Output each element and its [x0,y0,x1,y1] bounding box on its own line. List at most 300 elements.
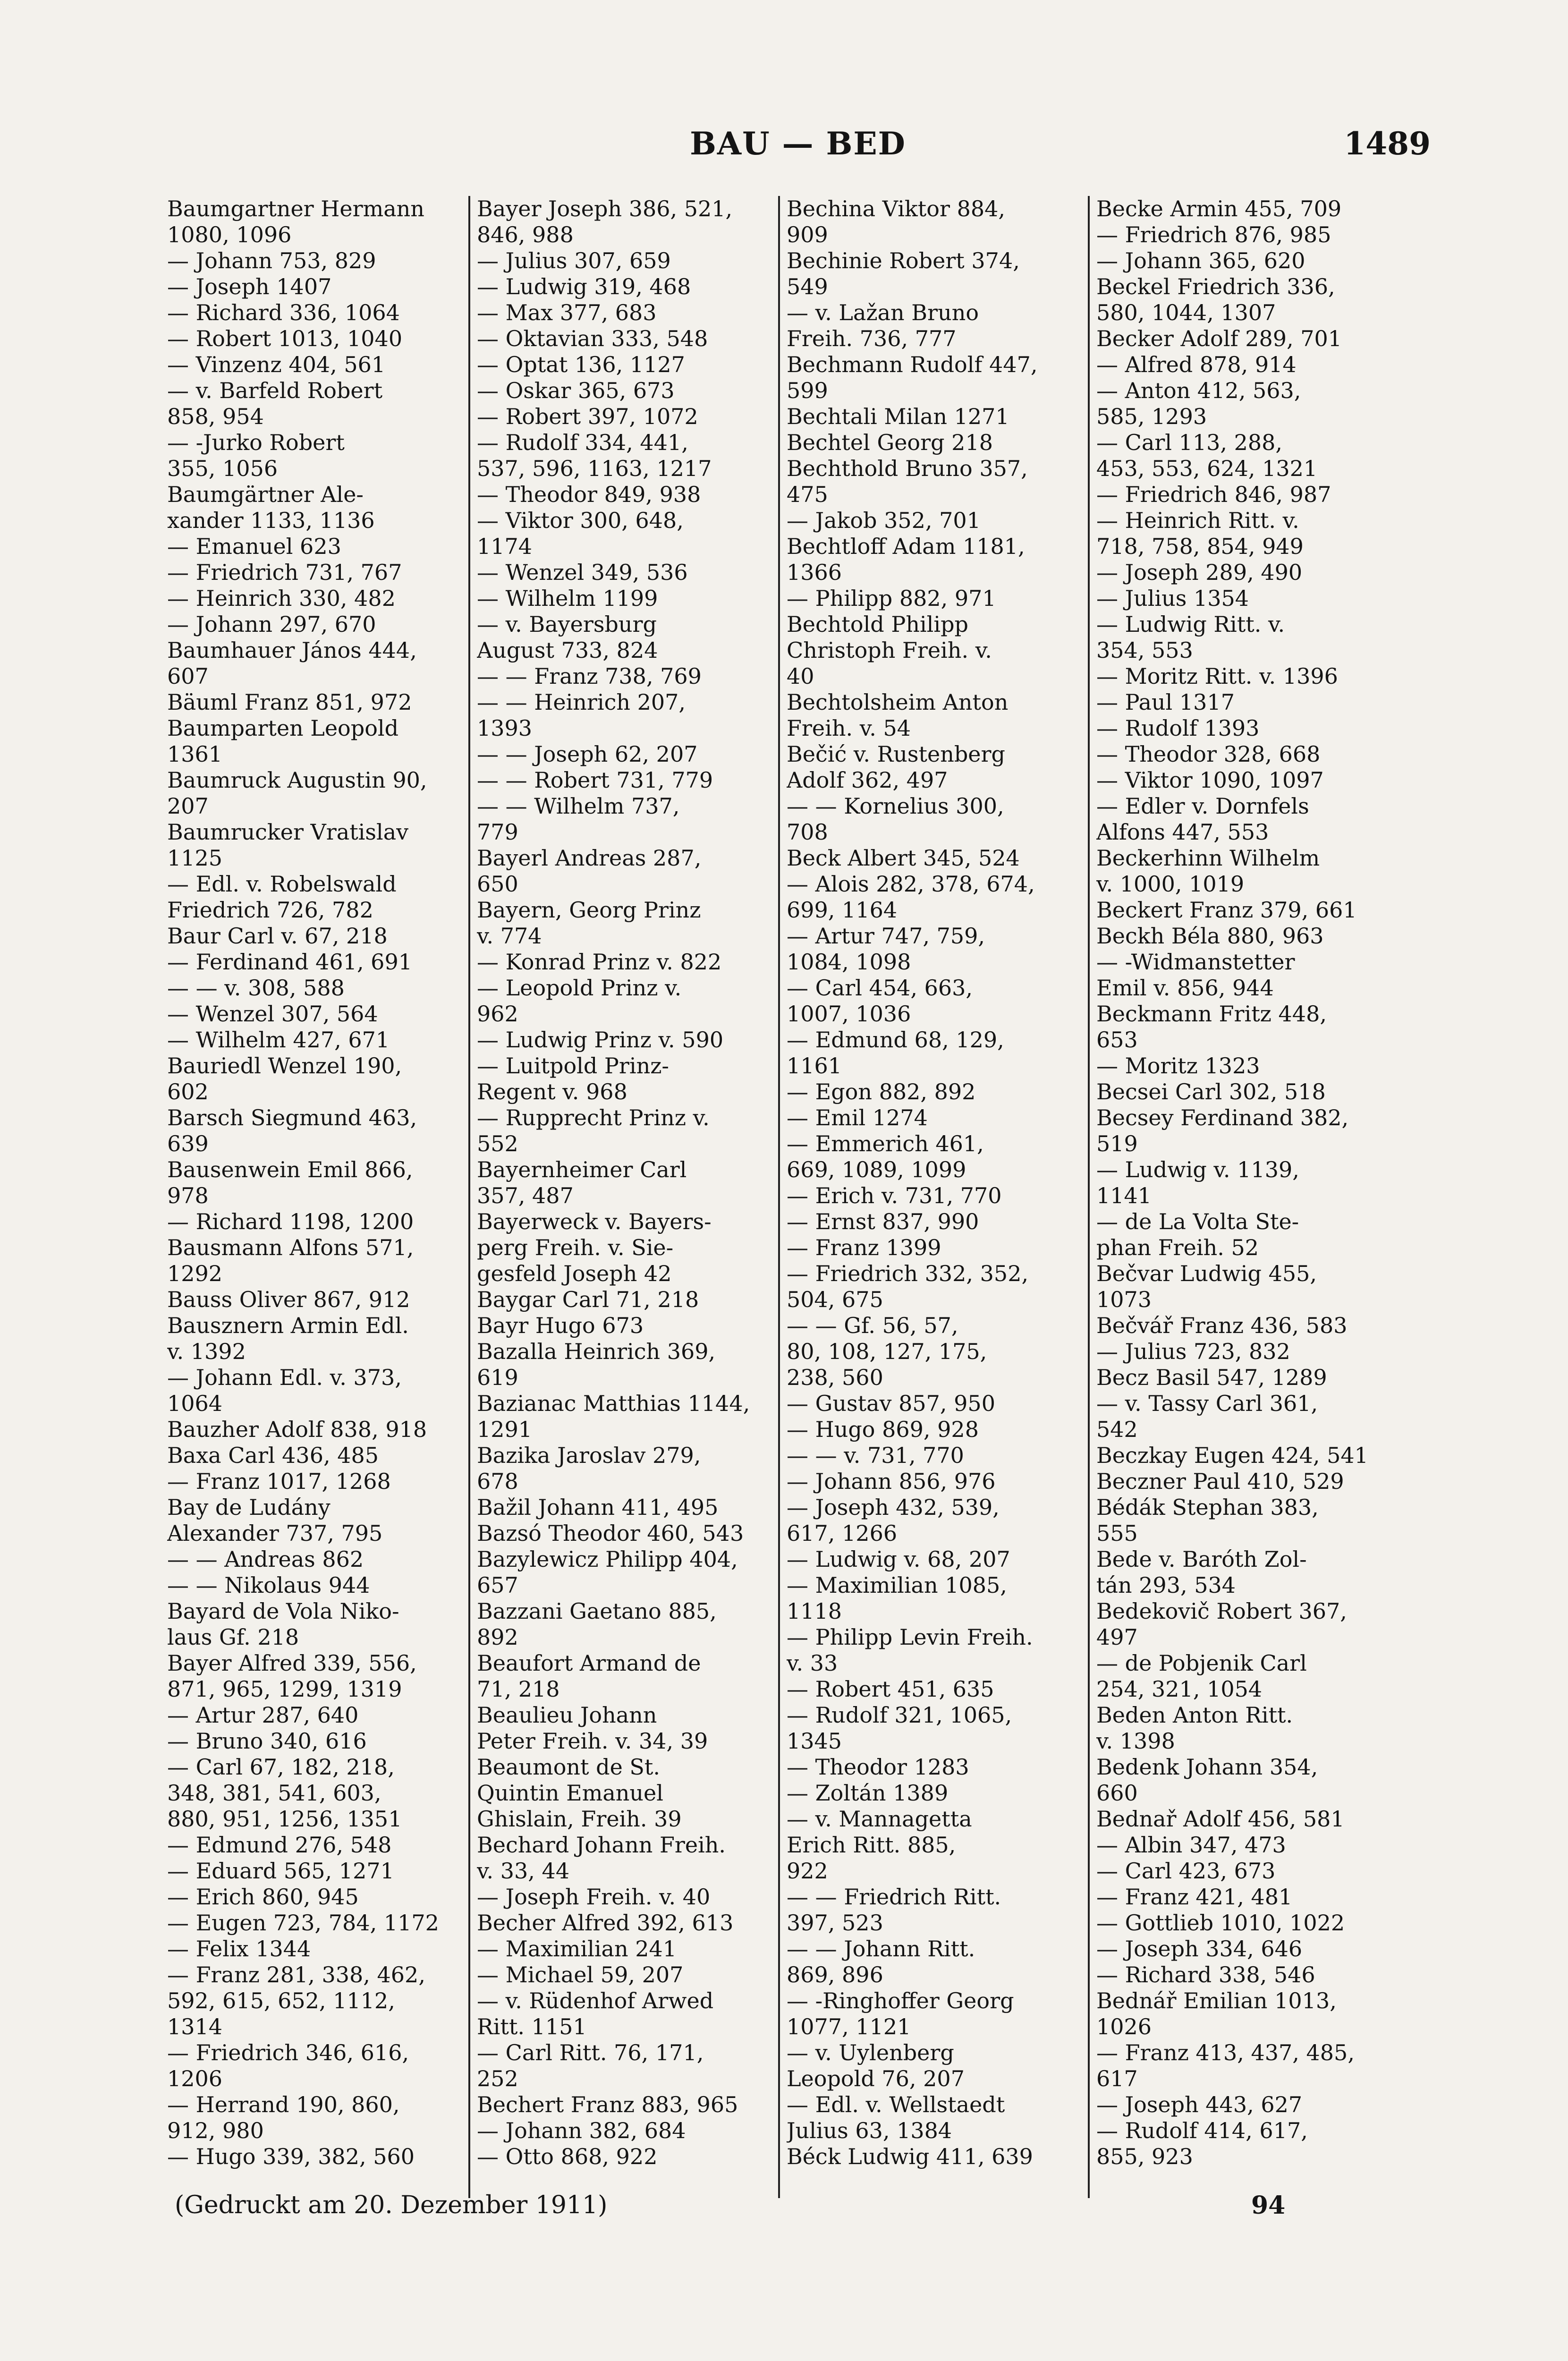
index-entry: — Edmund 68, 129, [787,1027,1004,1053]
index-entry: phan Freih. 52 [1096,1235,1259,1260]
index-entry: — Hugo 339, 382, 560 [167,2144,415,2169]
index-entry: v. 1392 [167,1339,246,1364]
index-entry: 1393 [477,715,533,741]
index-entry: Bazalla Heinrich 369, [477,1339,716,1364]
index-entry: Baumrucker Vratislav [167,819,409,845]
index-entry: — -Ringhoffer Georg [787,1988,1014,2013]
index-entry: — v. Rüdenhof Arwed [477,1988,714,2013]
index-entry: Bechtali Milan 1271 [787,404,1009,429]
running-head: BAU — BED [690,125,906,162]
index-entry: Bäuml Franz 851, 972 [167,689,412,715]
index-entry: 1206 [167,2066,223,2091]
index-entry: Bechtel Georg 218 [787,430,993,455]
index-entry: Bechinie Robert 374, [787,248,1020,273]
index-entry: — -Jurko Robert [167,430,345,455]
index-entry: 1084, 1098 [787,949,911,975]
index-entry: — Zoltán 1389 [787,1780,949,1806]
index-entry: — Egon 882, 892 [787,1079,976,1104]
index-entry: Baur Carl v. 67, 218 [167,923,388,949]
index-entry: — Emil 1274 [787,1105,928,1130]
index-entry: Bayer Alfred 339, 556, [167,1650,417,1676]
index-entry: 555 [1096,1520,1138,1546]
index-entry: — Joseph 334, 646 [1096,1936,1303,1962]
index-entry: — Michael 59, 207 [477,1962,684,1987]
index-entry: Bazianac Matthias 1144, [477,1391,750,1416]
index-entry: Bayern, Georg Prinz [477,897,701,923]
index-entry: 1174 [477,534,533,559]
index-entry: 475 [787,482,828,507]
index-entry: 1345 [787,1728,842,1754]
index-entry: — Rupprecht Prinz v. [477,1105,710,1130]
index-entry: — Viktor 1090, 1097 [1096,767,1324,793]
index-entry: — Heinrich Ritt. v. [1096,508,1299,533]
index-entry: — Maximilian 241 [477,1936,677,1962]
index-entry: 453, 553, 624, 1321 [1096,456,1318,481]
index-entry: Bayerweck v. Bayers- [477,1209,712,1234]
page-header [156,125,1440,182]
index-entry: Becsey Ferdinand 382, [1096,1105,1349,1130]
index-entry: 660 [1096,1780,1138,1806]
index-entry: — Alois 282, 378, 674, [787,871,1035,897]
index-entry: — Emanuel 623 [167,534,341,559]
index-entry: 585, 1293 [1096,404,1207,429]
index-entry: v. 1398 [1096,1728,1175,1754]
index-entry: — Edl. v. Wellstaedt [787,2092,1005,2117]
index-entry: — Albin 347, 473 [1096,1832,1286,1858]
sheet-number: 94 [1251,2191,1286,2220]
index-entry: — Richard 1198, 1200 [167,1209,414,1234]
index-entry: Bausmann Alfons 571, [167,1235,414,1260]
index-entry: — Wenzel 349, 536 [477,560,688,585]
index-entry: — Wilhelm 427, 671 [167,1027,390,1053]
index-entry: 497 [1096,1624,1138,1650]
index-entry: — v. Uylenberg [787,2040,954,2065]
index-entry: — — Andreas 862 [167,1546,364,1572]
index-entry: 909 [787,222,828,247]
index-entry: — Alfred 878, 914 [1096,352,1297,377]
index-entry: xander 1133, 1136 [167,508,375,533]
index-entry: 1007, 1036 [787,1001,911,1027]
index-entry: 537, 596, 1163, 1217 [477,456,712,481]
index-entry: — Theodor 849, 938 [477,482,701,507]
index-entry: — Ludwig v. 1139, [1096,1157,1299,1182]
index-entry: Bazsó Theodor 460, 543 [477,1520,744,1546]
index-entry: — Luitpold Prinz- [477,1053,669,1079]
page-footer [161,2191,1398,2229]
index-entry: — Franz 281, 338, 462, [167,1962,425,1987]
index-entry: — Ludwig v. 68, 207 [787,1546,1010,1572]
index-entry: Baumgärtner Ale- [167,482,364,507]
index-entry: 846, 988 [477,222,574,247]
index-entry: Julius 63, 1384 [787,2118,952,2143]
index-entry: 678 [477,1469,518,1494]
index-entry: Barsch Siegmund 463, [167,1105,417,1130]
index-entry: — Eduard 565, 1271 [167,1858,394,1884]
index-entry: 1314 [167,2014,223,2039]
index-entry: 962 [477,1001,518,1027]
index-entry: 1125 [167,845,223,871]
index-entry: — Joseph 289, 490 [1096,560,1303,585]
index-entry: — Robert 451, 635 [787,1676,994,1702]
index-entry: — Oktavian 333, 548 [477,326,708,351]
index-entry: — Ernst 837, 990 [787,1209,979,1234]
index-entry: — Robert 1013, 1040 [167,326,403,351]
index-entry: Peter Freih. v. 34, 39 [477,1728,708,1754]
index-entry: — — Wilhelm 737, [477,793,680,819]
index-entry: — v. Bayersburg [477,611,657,637]
index-entry: — Johann 382, 684 [477,2118,686,2143]
index-entry: — — Robert 731, 779 [477,767,713,793]
index-entry: Erich Ritt. 885, [787,1832,956,1858]
index-entry: Quintin Emanuel [477,1780,663,1806]
index-entry: Becz Basil 547, 1289 [1096,1365,1327,1390]
index-entry: 397, 523 [787,1910,883,1936]
index-entry: 238, 560 [787,1365,883,1390]
index-entry: Baumhauer János 444, [167,637,417,663]
index-entry: — — v. 731, 770 [787,1443,964,1468]
index-entry: — Rudolf 414, 617, [1096,2118,1308,2143]
index-entry: — Wenzel 307, 564 [167,1001,378,1027]
index-entry: — Moritz 1323 [1096,1053,1260,1079]
index-entry: — Ludwig Ritt. v. [1096,611,1285,637]
index-entry: — Franz 1017, 1268 [167,1469,391,1494]
index-entry: Béck Ludwig 411, 639 [787,2144,1033,2169]
index-entry: Freih. 736, 777 [787,326,957,351]
index-entry: Bauzher Adolf 838, 918 [167,1417,427,1442]
index-entry: 504, 675 [787,1287,883,1312]
index-entry: — Theodor 328, 668 [1096,741,1321,767]
index-entry: — Philipp 882, 971 [787,586,996,611]
index-entry: 880, 951, 1256, 1351 [167,1806,402,1832]
index-entry: — Johann Edl. v. 373, [167,1365,402,1390]
index-entry: 650 [477,871,518,897]
index-entry: v. 33, 44 [477,1858,570,1884]
index-column-4 [1090,196,1398,2198]
index-entry: — Optat 136, 1127 [477,352,685,377]
index-entry: Bazylewicz Philipp 404, [477,1546,738,1572]
index-entry: Alexander 737, 795 [167,1520,383,1546]
index-entry: August 733, 824 [477,637,658,663]
index-entry: 1366 [787,560,842,585]
index-entry: — Julius 1354 [1096,586,1249,611]
index-entry: — Johann 856, 976 [787,1469,996,1494]
index-entry: 580, 1044, 1307 [1096,300,1276,325]
index-entry: Friedrich 726, 782 [167,897,373,923]
index-entry: Bednař Adolf 456, 581 [1096,1806,1345,1832]
index-entry: 892 [477,1624,518,1650]
index-entry: — — Friedrich Ritt. [787,1884,1001,1910]
index-entry: — Gustav 857, 950 [787,1391,995,1416]
index-entry: — Gottlieb 1010, 1022 [1096,1910,1345,1936]
index-entry: 1361 [167,741,223,767]
index-column-2 [470,196,780,2198]
index-entry: Beckmann Fritz 448, [1096,1001,1327,1027]
index-entry: — Julius 723, 832 [1096,1339,1290,1364]
index-entry: — Anton 412, 563, [1096,378,1301,403]
index-entry: — Max 377, 683 [477,300,657,325]
index-entry: Alfons 447, 553 [1096,819,1269,845]
index-entry: Freih. v. 54 [787,715,911,741]
index-entry: — Erich v. 731, 770 [787,1183,1002,1208]
index-entry: — Theodor 1283 [787,1754,969,1780]
index-entry: — Wilhelm 1199 [477,586,658,611]
index-entry: — de La Volta Ste- [1096,1209,1299,1234]
index-entry: — Carl 113, 288, [1096,430,1283,455]
index-entry: v. 774 [477,923,542,949]
index-entry: Bednář Emilian 1013, [1096,1988,1337,2013]
index-entry: — Carl 454, 663, [787,975,973,1001]
index-entry: — — Franz 738, 769 [477,663,702,689]
index-entry: Beaufort Armand de [477,1650,701,1676]
index-entry: Bechina Viktor 884, [787,196,1006,221]
index-entry: Beden Anton Ritt. [1096,1702,1293,1728]
index-entry: Bechert Franz 883, 965 [477,2092,738,2117]
index-entry: Baumparten Leopold [167,715,399,741]
index-entry: — Edmund 276, 548 [167,1832,392,1858]
index-entry: Emil v. 856, 944 [1096,975,1274,1001]
index-entry: — v. Mannagetta [787,1806,972,1832]
index-entry: Beczner Paul 410, 529 [1096,1469,1344,1494]
index-entry: — Johann 297, 670 [167,611,376,637]
index-entry: — Herrand 190, 860, [167,2092,400,2117]
index-entry: — Otto 868, 922 [477,2144,658,2169]
index-entry: — Richard 338, 546 [1096,1962,1315,1987]
index-entry: Bechmann Rudolf 447, [787,352,1038,377]
index-entry: 1291 [477,1417,533,1442]
index-entry: — v. Barfeld Robert [167,378,383,403]
index-entry: — — Gf. 56, 57, [787,1313,958,1338]
index-entry: — Erich 860, 945 [167,1884,359,1910]
index-entry: — Heinrich 330, 482 [167,586,396,611]
index-entry: Ritt. 1151 [477,2014,587,2039]
index-entry: perg Freih. v. Sie- [477,1235,674,1260]
index-entry: Regent v. 968 [477,1079,627,1104]
index-entry: Leopold 76, 207 [787,2066,965,2091]
index-entry: Bayr Hugo 673 [477,1313,644,1338]
index-entry: — v. Tassy Carl 361, [1096,1391,1318,1416]
index-entry: 639 [167,1131,209,1156]
index-entry: 254, 321, 1054 [1096,1676,1263,1702]
index-entry: 354, 553 [1096,637,1193,663]
index-entry: 1118 [787,1598,842,1624]
index-entry: Beckel Friedrich 336, [1096,274,1335,299]
index-entry: — Rudolf 321, 1065, [787,1702,1012,1728]
index-entry: — — Heinrich 207, [477,689,686,715]
index-entry: 1161 [787,1053,842,1079]
index-entry: 699, 1164 [787,897,898,923]
index-entry: Beaulieu Johann [477,1702,657,1728]
index-entry: Beaumont de St. [477,1754,661,1780]
index-entry: — Johann 365, 620 [1096,248,1305,273]
index-entry: laus Gf. 218 [167,1624,299,1650]
index-entry: 653 [1096,1027,1138,1053]
index-entry: — Maximilian 1085, [787,1572,1007,1598]
index-columns [161,196,1398,2198]
index-entry: 669, 1089, 1099 [787,1157,966,1182]
index-entry: 207 [167,793,209,819]
index-entry: Christoph Freih. v. [787,637,992,663]
index-entry: Bazzani Gaetano 885, [477,1598,717,1624]
index-entry: Bečvar Ludwig 455, [1096,1261,1317,1286]
index-entry: 617 [1096,2066,1138,2091]
index-entry: Bechtolsheim Anton [787,689,1009,715]
index-entry: — Ferdinand 461, 691 [167,949,412,975]
index-entry: — Bruno 340, 616 [167,1728,367,1754]
index-entry: — Richard 336, 1064 [167,300,400,325]
index-entry: — Joseph 432, 539, [787,1495,1000,1520]
index-entry: — Eugen 723, 784, 1172 [167,1910,439,1936]
index-entry: Beczkay Eugen 424, 541 [1096,1443,1368,1468]
index-entry: — Philipp Levin Freih. [787,1624,1033,1650]
index-entry: 519 [1096,1131,1138,1156]
index-entry: — — Nikolaus 944 [167,1572,370,1598]
index-entry: — Carl Ritt. 76, 171, [477,2040,704,2065]
index-entry: 357, 487 [477,1183,574,1208]
index-entry: — Artur 287, 640 [167,1702,359,1728]
index-entry: — Jakob 352, 701 [787,508,981,533]
index-entry: Baumgartner Hermann [167,196,424,221]
index-entry: — Rudolf 1393 [1096,715,1260,741]
index-entry: 858, 954 [167,404,264,429]
index-entry: — Friedrich 876, 985 [1096,222,1331,247]
index-entry: — Joseph 1407 [167,274,332,299]
index-entry: 922 [787,1858,828,1884]
index-entry: 871, 965, 1299, 1319 [167,1676,402,1702]
index-entry: — Edler v. Dornfels [1096,793,1309,819]
index-entry: — Johann 753, 829 [167,248,376,273]
index-entry: Bayard de Vola Niko- [167,1598,399,1624]
index-entry: 542 [1096,1417,1138,1442]
index-entry: 552 [477,1131,518,1156]
index-entry: — Ludwig 319, 468 [477,274,691,299]
index-entry: — Moritz Ritt. v. 1396 [1096,663,1338,689]
index-entry: Becker Adolf 289, 701 [1096,326,1342,351]
index-entry: Beckh Béla 880, 963 [1096,923,1324,949]
index-entry: 549 [787,274,828,299]
index-entry: — Carl 67, 182, 218, [167,1754,395,1780]
index-entry: Bazika Jaroslav 279, [477,1443,701,1468]
index-entry: Bede v. Baróth Zol- [1096,1546,1307,1572]
index-entry: v. 33 [787,1650,838,1676]
index-entry: Bayer Joseph 386, 521, [477,196,733,221]
index-entry: — Joseph Freih. v. 40 [477,1884,711,1910]
index-entry: 1141 [1096,1183,1152,1208]
index-entry: — Ludwig Prinz v. 590 [477,1027,724,1053]
index-entry: — Friedrich 346, 616, [167,2040,409,2065]
index-entry: Bay de Ludány [167,1495,331,1520]
index-entry: 718, 758, 854, 949 [1096,534,1304,559]
index-entry: 71, 218 [477,1676,560,1702]
index-entry: 80, 108, 127, 175, [787,1339,987,1364]
print-date-note: (Gedruckt am 20. Dezember 1911) [175,2191,608,2219]
index-entry: Bayerl Andreas 287, [477,845,702,871]
index-entry: Baumruck Augustin 90, [167,767,427,793]
index-entry: — Friedrich 332, 352, [787,1261,1029,1286]
index-entry: Bedenk Johann 354, [1096,1754,1318,1780]
index-entry: 1077, 1121 [787,2014,911,2039]
index-entry: Beckerhinn Wilhelm [1096,845,1320,871]
index-entry: — Rudolf 334, 441, [477,430,688,455]
index-entry: Bechard Johann Freih. [477,1832,726,1858]
index-entry: Bechthold Bruno 357, [787,456,1028,481]
index-entry: Bažil Johann 411, 495 [477,1495,719,1520]
index-entry: 607 [167,663,209,689]
index-entry: 855, 923 [1096,2144,1193,2169]
index-entry: Bečvář Franz 436, 583 [1096,1313,1348,1338]
index-entry: Bausznern Armin Edl. [167,1313,409,1338]
index-entry: Becsei Carl 302, 518 [1096,1079,1326,1104]
index-entry: Bauriedl Wenzel 190, [167,1053,402,1079]
index-entry: Baygar Carl 71, 218 [477,1287,699,1312]
index-entry: 592, 615, 652, 1112, [167,1988,395,2013]
index-entry: — Joseph 443, 627 [1096,2092,1303,2117]
index-entry: Bédák Stephan 383, [1096,1495,1319,1520]
index-entry: 617, 1266 [787,1520,898,1546]
index-entry: 348, 381, 541, 603, [167,1780,381,1806]
index-entry: Becher Alfred 392, 613 [477,1910,734,1936]
index-entry: Becke Armin 455, 709 [1096,196,1342,221]
index-entry: 1073 [1096,1287,1152,1312]
index-entry: tán 293, 534 [1096,1572,1236,1598]
index-entry: 619 [477,1365,518,1390]
index-entry: — Carl 423, 673 [1096,1858,1276,1884]
index-entry: — Robert 397, 1072 [477,404,698,429]
index-entry: 599 [787,378,828,403]
index-column-3 [780,196,1090,2198]
index-entry: — Julius 307, 659 [477,248,671,273]
index-entry: — Friedrich 731, 767 [167,560,402,585]
index-entry: Bauss Oliver 867, 912 [167,1287,410,1312]
index-entry: — Felix 1344 [167,1936,311,1962]
index-entry: 252 [477,2066,518,2091]
index-entry: 40 [787,663,814,689]
index-entry: gesfeld Joseph 42 [477,1261,672,1286]
index-entry: 355, 1056 [167,456,278,481]
index-entry: — Franz 413, 437, 485, [1096,2040,1355,2065]
index-entry: Bausenwein Emil 866, [167,1157,413,1182]
index-entry: — Edl. v. Robelswald [167,871,397,897]
index-entry: Ghislain, Freih. 39 [477,1806,682,1832]
index-entry: — — Johann Ritt. [787,1936,975,1962]
index-entry: — Oskar 365, 673 [477,378,675,403]
index-entry: Adolf 362, 497 [787,767,948,793]
index-entry: — Paul 1317 [1096,689,1235,715]
index-entry: Bechtloff Adam 1181, [787,534,1025,559]
index-entry: — Vinzenz 404, 561 [167,352,386,377]
page-number: 1489 [1344,125,1431,162]
index-entry: — Konrad Prinz v. 822 [477,949,722,975]
index-entry: 1292 [167,1261,223,1286]
index-entry: — Leopold Prinz v. [477,975,682,1001]
index-entry: 978 [167,1183,209,1208]
index-entry: — — v. 308, 588 [167,975,345,1001]
index-entry: — Emmerich 461, [787,1131,984,1156]
index-entry: 602 [167,1079,209,1104]
index-entry: Beckert Franz 379, 661 [1096,897,1357,923]
index-entry: 1026 [1096,2014,1152,2039]
index-entry: Bečić v. Rustenberg [787,741,1005,767]
index-entry: — Viktor 300, 648, [477,508,684,533]
index-entry: 1080, 1096 [167,222,292,247]
index-entry: — Franz 421, 481 [1096,1884,1293,1910]
index-entry: 708 [787,819,828,845]
index-entry: — v. Lažan Bruno [787,300,979,325]
index-entry: 779 [477,819,518,845]
index-entry: — Hugo 869, 928 [787,1417,979,1442]
index-entry: Bedekovič Robert 367, [1096,1598,1347,1624]
index-column-1 [161,196,470,2198]
index-entry: — — Joseph 62, 207 [477,741,698,767]
